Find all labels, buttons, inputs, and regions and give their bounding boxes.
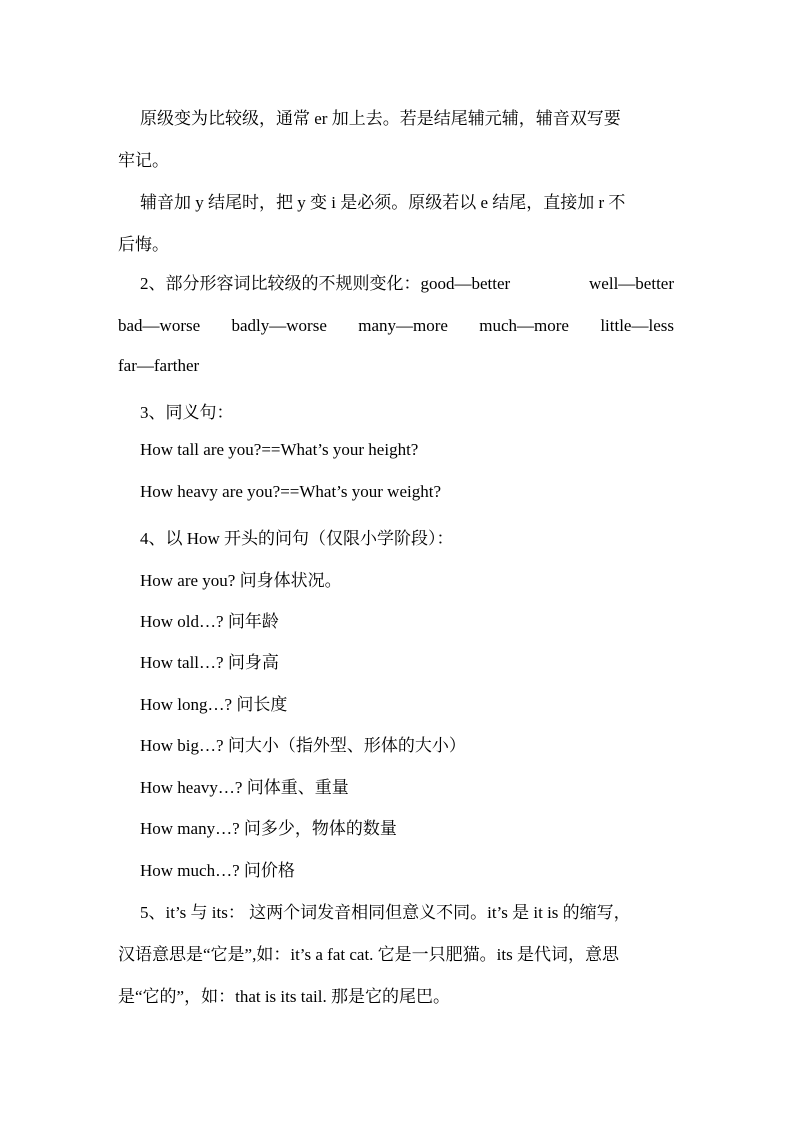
text-segment: little—less	[600, 316, 674, 335]
section-heading: 3、同义句：	[140, 403, 234, 422]
synonym-sentence: How heavy are you?==What’s your weight?	[140, 482, 441, 501]
section-heading: 4、以 How 开头的问句（仅限小学阶段）：	[140, 529, 454, 548]
paragraph-line: far—farther	[118, 356, 200, 375]
text-segment: much—more	[479, 316, 569, 335]
justified-line	[140, 272, 674, 296]
synonym-sentence: How tall are you?==What’s your height?	[140, 440, 419, 459]
paragraph-line: 汉语意思是“它是”,如：it’s a fat cat. 它是一只肥猫。its 是代词，意思	[118, 945, 619, 964]
question-item: How long…? 问长度	[140, 695, 288, 714]
text-segment: 2、部分形容词比较级的不规则变化：good—better	[140, 274, 511, 293]
paragraph-line: 后悔。	[118, 235, 169, 254]
question-item: How much…? 问价格	[140, 861, 295, 880]
paragraph-line: 是“它的”，如：that is its tail. 那是它的尾巴。	[118, 987, 450, 1006]
question-item: How tall…? 问身高	[140, 653, 279, 672]
text-segment: many—more	[358, 316, 448, 335]
text-segment: badly—worse	[231, 316, 327, 335]
question-item: How are you? 问身体状况。	[140, 571, 342, 590]
text-segment: bad—worse	[118, 316, 201, 335]
paragraph-line: 辅音加 y 结尾时，把 y 变 i 是必须。原级若以 e 结尾，直接加 r 不	[140, 193, 626, 212]
question-item: How many…? 问多少，物体的数量	[140, 819, 397, 838]
paragraph-line: 原级变为比较级，通常 er 加上去。若是结尾辅元辅，辅音双写要	[140, 109, 621, 128]
paragraph-line: 5、it’s 与 its： 这两个词发音相同但意义不同。it’s 是 it is 的缩写，	[140, 903, 631, 922]
paragraph-line: 牢记。	[118, 151, 169, 170]
question-item: How heavy…? 问体重、重量	[140, 778, 349, 797]
text-segment: well—better	[589, 274, 674, 293]
question-item: How old…? 问年龄	[140, 612, 279, 631]
question-item: How big…? 问大小（指外型、形体的大小）	[140, 736, 466, 755]
justified-line	[118, 314, 674, 338]
